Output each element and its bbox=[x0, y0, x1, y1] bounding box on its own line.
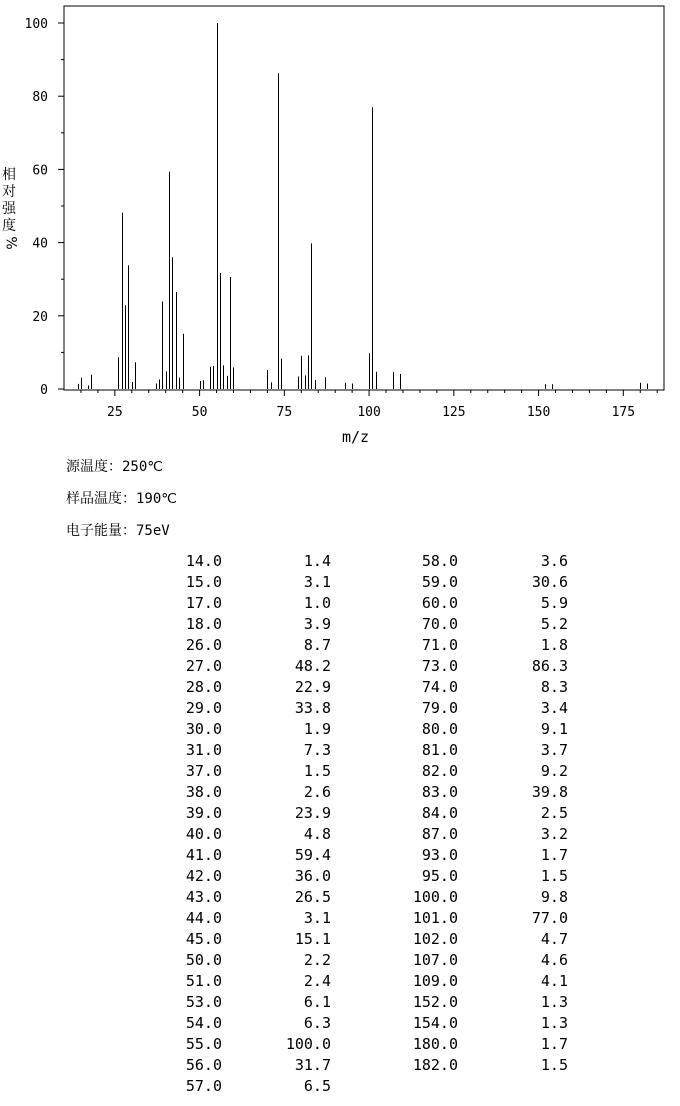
y-axis-ticks bbox=[25, 17, 64, 398]
mz-value: 180.0 bbox=[412, 1035, 458, 1053]
mz-value: 81.0 bbox=[421, 741, 458, 759]
intensity-value: 4.8 bbox=[303, 825, 331, 843]
intensity-value: 1.5 bbox=[540, 867, 568, 885]
intensity-value: 3.4 bbox=[540, 699, 568, 717]
mz-value: 80.0 bbox=[421, 720, 458, 738]
mz-value: 55.0 bbox=[185, 1035, 222, 1053]
mz-value: 31.0 bbox=[185, 741, 222, 759]
mz-value: 84.0 bbox=[421, 804, 458, 822]
intensity-value: 2.2 bbox=[303, 951, 331, 969]
mz-value: 182.0 bbox=[412, 1056, 458, 1074]
intensity-value: 59.4 bbox=[294, 846, 331, 864]
mz-value: 38.0 bbox=[185, 783, 222, 801]
intensity-value: 7.3 bbox=[303, 741, 331, 759]
table-row bbox=[0, 572, 680, 593]
mz-value: 83.0 bbox=[421, 783, 458, 801]
table-row bbox=[0, 698, 680, 719]
intensity-value: 6.3 bbox=[303, 1014, 331, 1032]
y-tick-label: 40 bbox=[32, 236, 48, 252]
table-row bbox=[0, 908, 680, 929]
intensity-value: 9.2 bbox=[540, 762, 568, 780]
intensity-value: 33.8 bbox=[294, 699, 331, 717]
mz-value: 41.0 bbox=[185, 846, 222, 864]
x-tick-label: 125 bbox=[442, 405, 466, 420]
sample-temperature-value: 190℃ bbox=[136, 491, 178, 507]
intensity-value: 1.9 bbox=[303, 720, 331, 738]
mz-value: 59.0 bbox=[421, 573, 458, 591]
electron-energy-value: 75eV bbox=[136, 523, 170, 539]
mz-value: 15.0 bbox=[185, 573, 222, 591]
intensity-value: 77.0 bbox=[531, 909, 568, 927]
mz-value: 57.0 bbox=[185, 1077, 222, 1095]
intensity-value: 5.9 bbox=[540, 594, 568, 612]
intensity-value: 1.8 bbox=[540, 636, 568, 654]
source-temperature bbox=[66, 456, 163, 476]
mz-value: 102.0 bbox=[412, 930, 458, 948]
mz-value: 152.0 bbox=[412, 993, 458, 1011]
intensity-value: 26.5 bbox=[294, 888, 331, 906]
intensity-value: 1.4 bbox=[303, 552, 331, 570]
table-row bbox=[0, 635, 680, 656]
table-row bbox=[0, 824, 680, 845]
mz-value: 54.0 bbox=[185, 1014, 222, 1032]
mz-value: 30.0 bbox=[185, 720, 222, 738]
mz-value: 87.0 bbox=[421, 825, 458, 843]
mz-value: 40.0 bbox=[185, 825, 222, 843]
intensity-value: 4.6 bbox=[540, 951, 568, 969]
table-row bbox=[0, 1055, 680, 1076]
table-row bbox=[0, 992, 680, 1013]
y-axis-label-char: % bbox=[2, 236, 19, 250]
y-axis-label-char: 度 bbox=[2, 218, 16, 234]
sample-temperature-label: 样品温度： bbox=[66, 491, 136, 507]
x-axis-label: m/z bbox=[342, 428, 370, 446]
table-row bbox=[0, 593, 680, 614]
mz-value: 93.0 bbox=[421, 846, 458, 864]
intensity-value: 30.6 bbox=[531, 573, 568, 591]
table-row bbox=[0, 761, 680, 782]
x-tick-label: 50 bbox=[191, 405, 208, 420]
mz-value: 82.0 bbox=[421, 762, 458, 780]
intensity-value: 3.1 bbox=[303, 573, 331, 591]
x-tick-label: 175 bbox=[611, 405, 636, 420]
y-axis-label-char: 强 bbox=[2, 201, 16, 217]
mz-value: 43.0 bbox=[185, 888, 222, 906]
intensity-value: 22.9 bbox=[294, 678, 331, 696]
y-axis-label-char: 对 bbox=[2, 184, 16, 200]
intensity-value: 3.9 bbox=[303, 615, 331, 633]
table-row bbox=[0, 929, 680, 950]
intensity-value: 8.7 bbox=[303, 636, 331, 654]
mz-value: 51.0 bbox=[185, 972, 222, 990]
spectrum-peaks bbox=[79, 23, 648, 389]
mz-value: 100.0 bbox=[412, 888, 458, 906]
table-row bbox=[0, 971, 680, 992]
mz-value: 58.0 bbox=[421, 552, 458, 570]
y-tick-label: 20 bbox=[32, 309, 48, 325]
x-tick-label: 25 bbox=[107, 405, 123, 420]
intensity-value: 6.5 bbox=[303, 1077, 331, 1095]
intensity-value: 4.1 bbox=[540, 972, 568, 990]
intensity-value: 3.1 bbox=[303, 909, 331, 927]
x-tick-label: 150 bbox=[526, 405, 551, 420]
intensity-value: 100.0 bbox=[285, 1035, 331, 1053]
mz-value: 70.0 bbox=[421, 615, 458, 633]
sample-temperature bbox=[66, 488, 177, 508]
intensity-value: 15.1 bbox=[294, 930, 331, 948]
intensity-value: 4.7 bbox=[540, 930, 568, 948]
mz-value: 44.0 bbox=[185, 909, 222, 927]
intensity-value: 39.8 bbox=[531, 783, 568, 801]
table-row bbox=[0, 551, 680, 572]
intensity-value: 3.2 bbox=[540, 825, 568, 843]
y-tick-label: 80 bbox=[32, 90, 48, 106]
mz-value: 79.0 bbox=[421, 699, 458, 717]
mz-value: 14.0 bbox=[185, 552, 222, 570]
x-tick-label: 75 bbox=[276, 405, 293, 420]
intensity-value: 1.7 bbox=[540, 846, 568, 864]
intensity-value: 2.4 bbox=[303, 972, 331, 990]
mz-value: 60.0 bbox=[421, 594, 458, 612]
intensity-value: 86.3 bbox=[531, 657, 568, 675]
table-row bbox=[0, 1076, 680, 1097]
table-row bbox=[0, 1034, 680, 1055]
source-temperature-label: 源温度： bbox=[66, 459, 122, 475]
table-row bbox=[0, 950, 680, 971]
intensity-value: 1.5 bbox=[540, 1056, 568, 1074]
mz-value: 74.0 bbox=[421, 678, 458, 696]
intensity-value: 3.6 bbox=[540, 552, 568, 570]
table-row bbox=[0, 866, 680, 887]
intensity-value: 31.7 bbox=[294, 1056, 331, 1074]
intensity-value: 1.5 bbox=[303, 762, 331, 780]
table-row bbox=[0, 656, 680, 677]
table-row bbox=[0, 677, 680, 698]
plot-frame bbox=[64, 6, 664, 390]
intensity-value: 9.1 bbox=[540, 720, 568, 738]
table-row bbox=[0, 887, 680, 908]
y-axis-label-char: 相 bbox=[2, 167, 16, 183]
x-tick-label: 100 bbox=[357, 405, 381, 420]
mz-value: 29.0 bbox=[185, 699, 222, 717]
mz-value: 28.0 bbox=[185, 678, 222, 696]
intensity-value: 2.6 bbox=[303, 783, 331, 801]
intensity-value: 1.3 bbox=[540, 993, 568, 1011]
intensity-value: 3.7 bbox=[540, 741, 568, 759]
mz-value: 18.0 bbox=[185, 615, 222, 633]
mz-value: 45.0 bbox=[185, 930, 222, 948]
mz-value: 42.0 bbox=[185, 867, 222, 885]
mz-value: 39.0 bbox=[185, 804, 222, 822]
mz-value: 154.0 bbox=[412, 1014, 458, 1032]
electron-energy bbox=[66, 520, 170, 540]
table-row bbox=[0, 719, 680, 740]
intensity-value: 5.2 bbox=[540, 615, 568, 633]
intensity-value: 9.8 bbox=[540, 888, 568, 906]
intensity-value: 6.1 bbox=[303, 993, 331, 1011]
mz-value: 109.0 bbox=[412, 972, 458, 990]
intensity-value: 36.0 bbox=[294, 867, 331, 885]
y-tick-label: 0 bbox=[40, 383, 48, 398]
table-row bbox=[0, 740, 680, 761]
intensity-value: 8.3 bbox=[540, 678, 568, 696]
mass-spectrum-chart bbox=[0, 0, 680, 430]
mz-value: 26.0 bbox=[185, 636, 222, 654]
mz-value: 50.0 bbox=[185, 951, 222, 969]
intensity-value: 1.0 bbox=[303, 594, 331, 612]
intensity-value: 23.9 bbox=[294, 804, 331, 822]
intensity-value: 48.2 bbox=[294, 657, 331, 675]
source-temperature-value: 250℃ bbox=[122, 459, 164, 475]
y-tick-label: 100 bbox=[24, 17, 48, 32]
table-row bbox=[0, 782, 680, 803]
table-row bbox=[0, 614, 680, 635]
intensity-value: 1.7 bbox=[540, 1035, 568, 1053]
mz-value: 73.0 bbox=[421, 657, 458, 675]
table-row bbox=[0, 1013, 680, 1034]
table-row bbox=[0, 845, 680, 866]
mz-value: 95.0 bbox=[421, 867, 458, 885]
intensity-value: 1.3 bbox=[540, 1014, 568, 1032]
table-row bbox=[0, 803, 680, 824]
mz-value: 101.0 bbox=[412, 909, 458, 927]
y-tick-label: 60 bbox=[32, 163, 48, 179]
mz-value: 56.0 bbox=[185, 1056, 222, 1074]
x-axis-ticks bbox=[81, 390, 657, 420]
mz-value: 37.0 bbox=[185, 762, 222, 780]
mz-value: 71.0 bbox=[421, 636, 458, 654]
mz-value: 107.0 bbox=[412, 951, 458, 969]
intensity-value: 2.5 bbox=[540, 804, 568, 822]
mz-value: 53.0 bbox=[185, 993, 222, 1011]
mz-value: 17.0 bbox=[185, 594, 222, 612]
electron-energy-label: 电子能量： bbox=[66, 523, 136, 539]
mz-value: 27.0 bbox=[185, 657, 222, 675]
